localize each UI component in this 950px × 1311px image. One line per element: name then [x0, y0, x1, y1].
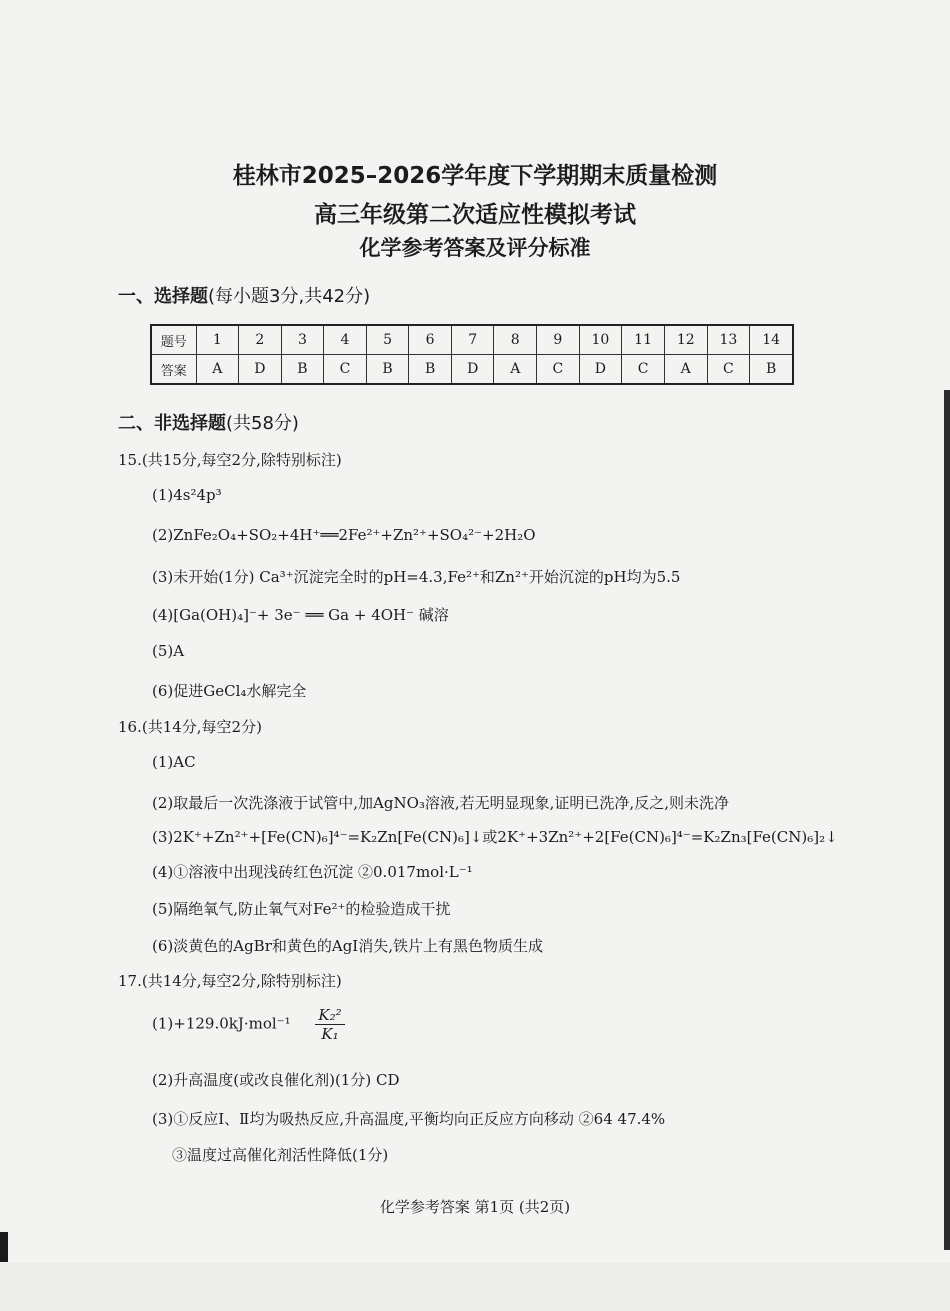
cell-answer: B [281, 355, 324, 385]
cell-answer: C [707, 355, 750, 385]
cell-answer: C [622, 355, 665, 385]
fraction-denominator: K₁ [321, 1025, 339, 1043]
cell-answer: B [409, 355, 452, 385]
scan-left-corner-mark [0, 1232, 8, 1262]
cell-answer: D [451, 355, 494, 385]
q15-answer-3: (3)未开始(1分) Ca³⁺沉淀完全时的pH=4.3,Fe²⁺和Zn²⁺开始沉淀的pH均为5.5 [152, 568, 681, 586]
cell-number: 12 [664, 325, 707, 355]
section1-note: (每小题3分,共42分) [208, 286, 371, 307]
cell-number: 8 [494, 325, 537, 355]
q15-answer-6: (6)促进GeCl₄水解完全 [152, 682, 307, 700]
q16-answer-1: (1)AC [152, 753, 196, 771]
fraction-numerator: K₂² [315, 1006, 344, 1025]
cell-number: 5 [366, 325, 409, 355]
cell-number: 7 [451, 325, 494, 355]
cell-answer: D [239, 355, 282, 385]
exam-title-line1: 桂林市2025–2026学年度下学期期末质量检测 [232, 163, 718, 189]
q17-answer-3b: ③温度过高催化剂活性降低(1分) [172, 1146, 389, 1164]
q15-answer-5: (5)A [152, 642, 185, 660]
section1-title: 一、选择题 [118, 286, 208, 307]
scan-right-edge-shadow [944, 390, 950, 1250]
cell-answer: B [750, 355, 793, 385]
cell-number: 14 [750, 325, 793, 355]
exam-title-line2: 高三年级第二次适应性模拟考试 [314, 202, 636, 228]
cell-answer: B [366, 355, 409, 385]
answer-table [150, 324, 794, 385]
cell-number: 2 [239, 325, 282, 355]
scan-bottom-margin [0, 1263, 950, 1311]
answer-table-number-row [151, 325, 793, 355]
section2-note: (共58分) [226, 413, 299, 434]
q15-header: 15.(共15分,每空2分,除特别标注) [118, 451, 342, 469]
cell-answer: A [494, 355, 537, 385]
q17-answer-1 [152, 1006, 345, 1043]
cell-answer: C [324, 355, 367, 385]
cell-answer: D [579, 355, 622, 385]
cell-answer: C [537, 355, 580, 385]
q17-answer-2: (2)升高温度(或改良催化剂)(1分) CD [152, 1071, 400, 1089]
section1-heading [118, 282, 370, 308]
q16-answer-6: (6)淡黄色的AgBr和黄色的AgI消失,铁片上有黑色物质生成 [152, 937, 544, 955]
cell-number: 10 [579, 325, 622, 355]
cell-number: 1 [196, 325, 239, 355]
equilibrium-constant-fraction [315, 1006, 344, 1043]
q15-answer-4: (4)[Ga(OH)₄]⁻+ 3e⁻ ══ Ga + 4OH⁻ 碱溶 [152, 606, 449, 624]
cell-answer: A [664, 355, 707, 385]
q17-header: 17.(共14分,每空2分,除特别标注) [118, 972, 342, 990]
section2-heading [118, 409, 299, 435]
row-label-answer: 答案 [151, 355, 196, 385]
q16-header: 16.(共14分,每空2分) [118, 718, 262, 736]
cell-number: 11 [622, 325, 665, 355]
q15-answer-2: (2)ZnFe₂O₄+SO₂+4H⁺══2Fe²⁺+Zn²⁺+SO₄²⁻+2H₂O [152, 526, 536, 544]
page-footer: 化学参考答案 第1页 (共2页) [379, 1198, 571, 1216]
row-label-number: 题号 [151, 325, 196, 355]
cell-answer: A [196, 355, 239, 385]
cell-number: 3 [281, 325, 324, 355]
q17-answer-1-text: (1)+129.0kJ·mol⁻¹ [152, 1014, 291, 1033]
q15-answer-1: (1)4s²4p³ [152, 486, 222, 504]
q16-answer-4: (4)①溶液中出现浅砖红色沉淀 ②0.017mol·L⁻¹ [152, 863, 473, 881]
q17-answer-3: (3)①反应Ⅰ、Ⅱ均为吸热反应,升高温度,平衡均向正反应方向移动 ②64 47.4% [152, 1110, 666, 1128]
cell-number: 4 [324, 325, 367, 355]
answer-table-answer-row [151, 355, 793, 385]
cell-number: 6 [409, 325, 452, 355]
cell-number: 13 [707, 325, 750, 355]
q16-answer-5: (5)隔绝氧气,防止氧气对Fe²⁺的检验造成干扰 [152, 900, 451, 918]
section2-title: 二、非选择题 [118, 413, 226, 434]
cell-number: 9 [537, 325, 580, 355]
q16-answer-2: (2)取最后一次洗涤液于试管中,加AgNO₃溶液,若无明显现象,证明已洗净,反之,则未洗净 [152, 794, 729, 812]
exam-title-line3: 化学参考答案及评分标准 [359, 236, 591, 260]
q16-answer-3: (3)2K⁺+Zn²⁺+[Fe(CN)₆]⁴⁻=K₂Zn[Fe(CN)₆]↓或2K⁺+3Zn²⁺+2[Fe(CN)₆]⁴⁻=K₂Zn₃[Fe(CN)₆]₂↓ [152, 828, 838, 846]
